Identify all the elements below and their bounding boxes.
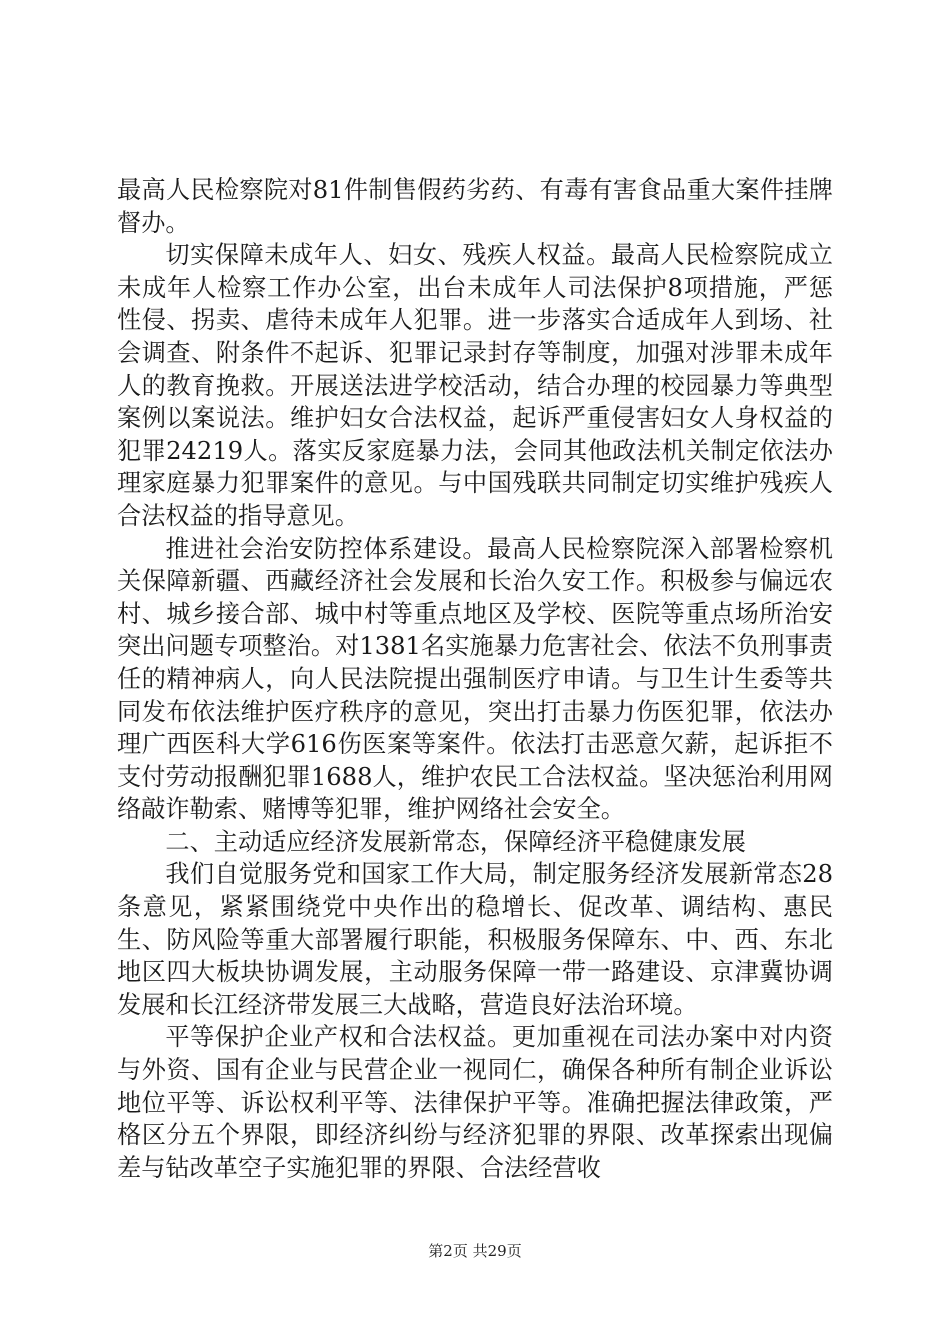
paragraph-3: 推进社会治安防控体系建设。最高人民检察院深入部署检察机关保障新疆、西藏经济社会发展和长治久安工作。积极参与偏远农村、城乡接合部、城中村等重点地区及学校、医院等重点场所治安突出问题专项整治。对1381名实施暴力危害社会、依法不负刑事责任的精神病人，向人民法院提出强制医疗申请。与卫生计生委等共同发布依法维护医疗秩序的意见，突出打击暴力伤医犯罪，依法办理广西医科大学616伤医案等案件。依法打击恶意欠薪，起诉拒不支付劳动报酬犯罪1688人，维护农民工合法权益。坚决惩治利用网络敲诈勒索、赌博等犯罪，维护网络社会安全。 (117, 534, 833, 824)
paragraph-1: 最高人民检察院对81件制售假药劣药、有毒有害食品重大案件挂牌督办。 (117, 176, 833, 237)
document-body (117, 174, 833, 1184)
paragraph-2: 切实保障未成年人、妇女、残疾人权益。最高人民检察院成立未成年人检察工作办公室，出台未成年人司法保护8项措施，严惩性侵、拐卖、虐待未成年人犯罪。进一步落实合适成年人到场、社会调查、附条件不起诉、犯罪记录封存等制度，加强对涉罪未成年人的教育挽救。开展送法进学校活动，结合办理的校园暴力等典型案例以案说法。维护妇女合法权益，起诉严重侵害妇女人身权益的犯罪24219人。落实反家庭暴力法，会同其他政法机关制定依法办理家庭暴力犯罪案件的意见。与中国残联共同制定切实维护残疾人合法权益的指导意见。 (117, 241, 833, 530)
section-heading: 二、主动适应经济发展新常态，保障经济平稳健康发展 (165, 827, 746, 856)
page-number-footer: 第2页 共29页 (428, 1242, 522, 1260)
paragraph-5: 平等保护企业产权和合法权益。更加重视在司法办案中对内资与外资、国有企业与民营企业一视同仁，确保各种所有制企业诉讼地位平等、诉讼权利平等、法律保护平等。准确把握法律政策，严格区分五个界限，即经济纠纷与经济犯罪的界限、改革探索出现偏差与钻改革空子实施犯罪的界限、合法经营收 (117, 1023, 833, 1182)
paragraph-4: 我们自觉服务党和国家工作大局，制定服务经济发展新常态28条意见，紧紧围绕党中央作出的稳增长、促改革、调结构、惠民生、防风险等重大部署履行职能，积极服务保障东、中、西、东北地区四大板块协调发展，主动服务保障一带一路建设、京津冀协调发展和长江经济带发展三大战略，营造良好法治环境。 (117, 860, 833, 1019)
